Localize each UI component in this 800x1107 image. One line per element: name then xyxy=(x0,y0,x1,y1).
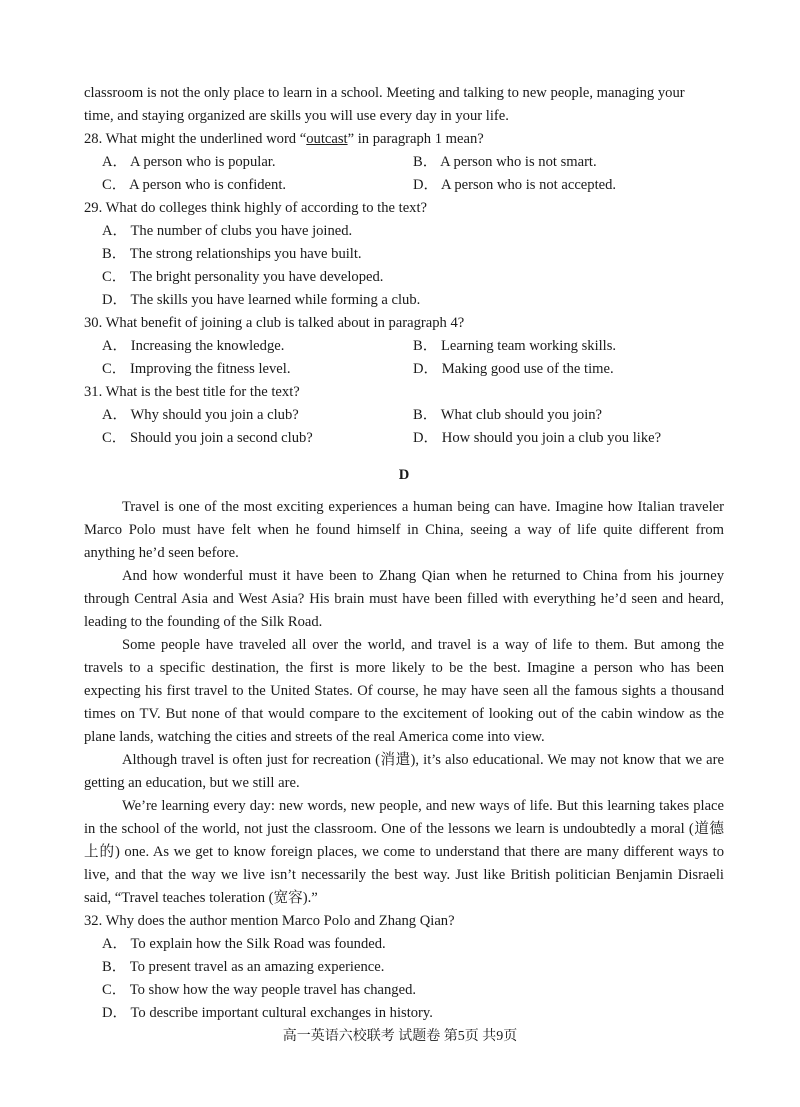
option-a: A． Why should you join a club? xyxy=(102,407,299,423)
passage-paragraph-5: We’re learning every day: new words, new people, and new ways of life. But this learning takes place in the school of the world, not just the classroom. One of the lessons we learn is undoubtedly a moral (道德上的) one. As we get to know foreign places, we come to understand that there are many different ways to live, and that the way we live isn’t necessarily the best way. Just like British politician Benjamin Disraeli said, “Travel teaches toleration (宽容).” xyxy=(84,798,724,906)
option-b: B． What club should you join? xyxy=(413,407,603,423)
option-c: C． Should you join a second club? xyxy=(102,430,313,446)
option-c: C． A person who is confident. xyxy=(102,177,287,193)
passage-c-tail xyxy=(84,82,724,128)
option-d: D． How should you join a club you like? xyxy=(413,430,662,446)
option-b: B． The strong relationships you have built. xyxy=(102,246,362,262)
option-b: B． To present travel as an amazing experience. xyxy=(102,959,385,975)
question-28 xyxy=(84,128,724,197)
question-stem xyxy=(84,128,724,151)
question-stem: 31. What is the best title for the text? xyxy=(84,384,300,400)
question-31 xyxy=(84,381,724,450)
underlined-word: outcast xyxy=(306,131,348,147)
question-stem: 32. Why does the author mention Marco Polo and Zhang Qian? xyxy=(84,913,455,929)
option-d: D． A person who is not accepted. xyxy=(413,177,617,193)
passage-line: classroom is not the only place to learn in a school. Meeting and talking to new people, managing your xyxy=(84,85,685,101)
option-a: A． To explain how the Silk Road was founded. xyxy=(102,936,386,952)
passage-paragraph-2: And how wonderful must it have been to Zhang Qian when he returned to China from his journey through Central Asia and West Asia? His brain must have been filled with everything he’d seen and heard, leading to the founding of the Silk Road. xyxy=(84,568,724,630)
exam-page xyxy=(84,82,724,1025)
option-c: C． The bright personality you have developed. xyxy=(102,269,384,285)
option-c: C． To show how the way people travel has changed. xyxy=(102,982,417,998)
passage-line: time, and staying organized are skills you will use every day in your life. xyxy=(84,108,509,124)
question-29 xyxy=(84,197,724,312)
question-stem: 30. What benefit of joining a club is talked about in paragraph 4? xyxy=(84,315,465,331)
passage-paragraph-3: Some people have traveled all over the world, and travel is a way of life to them. But among the travels to a specific destination, the first is more likely to be the best. Imagine a person who has been expecting his first travel to the United States. Of course, he may have seen all the famous sights a thousand times on TV. But none of that would compare to the excitement of looking out of the cabin window as the plane lands, watching the cities and streets of the real America come into view. xyxy=(84,637,724,745)
option-b: B． A person who is not smart. xyxy=(413,154,597,170)
passage-paragraph-4: Although travel is often just for recreation (消遣), it’s also educational. We may not know that we are getting an education, but we still are. xyxy=(84,752,724,791)
question-stem: 29. What do colleges think highly of according to the text? xyxy=(84,200,428,216)
question-32 xyxy=(84,910,724,1025)
option-d: D． The skills you have learned while forming a club. xyxy=(102,292,421,308)
page-footer: 高一英语六校联考 试题卷 第5页 共9页 xyxy=(282,1029,518,1044)
option-c: C． Improving the fitness level. xyxy=(102,361,291,377)
question-stem-post: ” in paragraph 1 mean? xyxy=(347,131,484,147)
section-heading-d: D xyxy=(398,467,410,483)
passage-paragraph-1: Travel is one of the most exciting experiences a human being can have. Imagine how Italian traveler Marco Polo must have felt when he found himself in China, seeing a way of life quite different from anything he’d seen before. xyxy=(84,499,724,561)
question-stem-pre: 28. What might the underlined word “ xyxy=(84,131,307,147)
option-a: A． A person who is popular. xyxy=(102,154,276,170)
option-d: D． To describe important cultural exchanges in history. xyxy=(102,1005,433,1021)
option-d: D． Making good use of the time. xyxy=(413,361,614,377)
option-a: A． Increasing the knowledge. xyxy=(102,338,285,354)
passage-d xyxy=(84,496,724,910)
option-a: A． The number of clubs you have joined. xyxy=(102,223,353,239)
question-30 xyxy=(84,312,724,381)
option-b: B． Learning team working skills. xyxy=(413,338,617,354)
